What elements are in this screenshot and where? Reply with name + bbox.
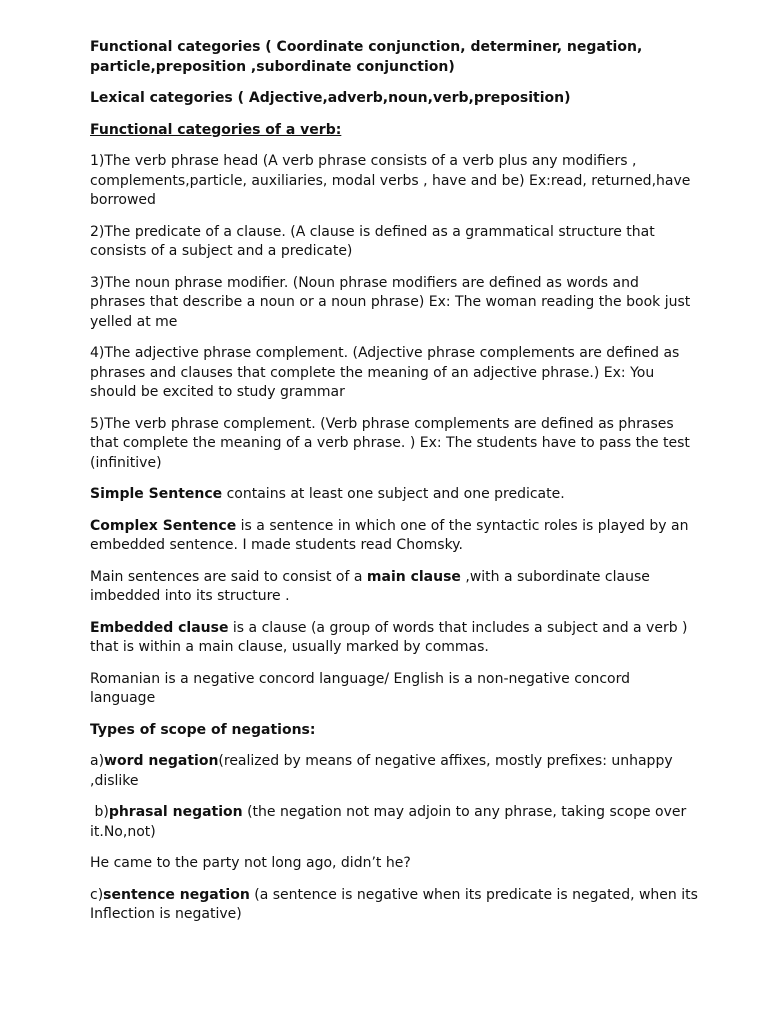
definition-text: is a clause (a group of words that includes a subject and a verb ) that is within a main clause, usually marked by commas. (90, 619, 688, 655)
definition-text: contains at least one subject and one predicate. (222, 486, 565, 502)
paragraph-verb-phrase-head: 1)The verb phrase head (A verb phrase consists of a verb plus any modifiers , complements,particle, auxiliaries, modal verbs , have and be) Ex:read, returned,have borrowed (90, 153, 691, 208)
definition-text: (realized by means of negative affixes, mostly prefixes: unhappy ,dislike (90, 753, 673, 789)
list-marker: a) (90, 753, 105, 769)
term-main-clause: main clause (366, 568, 461, 585)
definition-text: (a sentence is negative when its predicate is negated, when its Inflection is negative) (90, 886, 698, 922)
lexical-categories-heading: Lexical categories ( Adjective,adverb,noun,verb,preposition) (90, 90, 571, 106)
definition-text: is a sentence in which one of the syntactic roles is played by an embedded sentence. I made students read Chomsky. (90, 517, 689, 553)
list-marker: c) (90, 886, 104, 903)
paragraph-main-clause (90, 568, 698, 607)
paragraph-phrasal-negation (90, 803, 698, 842)
paragraph-embedded-clause (90, 619, 698, 658)
paragraph-sentence-negation (90, 886, 698, 925)
term-sentence-negation: sentence negation (103, 886, 250, 903)
verb-functional-categories-heading: Functional categories of a verb: (90, 121, 342, 138)
paragraph-word-negation (90, 752, 698, 791)
paragraph-verb-phrase-complement: 5)The verb phrase complement. (Verb phrase complements are defined as phrases that complete the meaning of a verb phrase. ) Ex: The students have to pass the test (infinitive) (90, 415, 690, 471)
paragraph-negative-concord: Romanian is a negative concord language/ English is a non-negative concord language (90, 670, 630, 706)
paragraph-noun-phrase-modifier: 3)The noun phrase modifier. (Noun phrase modifiers are defined as words and phrases that describe a noun or a noun phrase) Ex: The woman reading the book just yelled at me (90, 274, 691, 330)
paragraph-adjective-phrase-complement: 4)The adjective phrase complement. (Adjective phrase complements are defined as phrases and clauses that complete the meaning of an adjective phrase.) Ex: You should be excited to study grammar (90, 345, 680, 400)
term-embedded-clause: Embedded clause (90, 619, 229, 636)
paragraph-predicate-of-clause: 2)The predicate of a clause. (A clause is defined as a grammatical structure that consists of a subject and a predicate) (90, 223, 655, 259)
term-phrasal-negation: phrasal negation (108, 804, 243, 820)
term-simple-sentence: Simple Sentence (90, 486, 223, 502)
list-marker: b) (90, 804, 109, 820)
text-segment: Main sentences are said to consist of a (90, 568, 367, 585)
term-complex-sentence: Complex Sentence (90, 517, 237, 534)
text-segment: ,with a subordinate clause imbedded into its structure . (90, 568, 650, 604)
term-word-negation: word negation (104, 753, 219, 769)
definition-text: (the negation not may adjoin to any phrase, taking scope over it.No,not) (90, 804, 691, 840)
paragraph-simple-sentence (90, 485, 698, 505)
paragraph-complex-sentence (90, 517, 698, 556)
paragraph-example-sentence: He came to the party not long ago, didn’t he? (90, 855, 411, 871)
functional-categories-heading: Functional categories ( Coordinate conjunction, determiner, negation, particle,preposition ,subordinate conjunction) (90, 39, 643, 75)
negation-scope-heading: Types of scope of negations: (90, 721, 316, 738)
